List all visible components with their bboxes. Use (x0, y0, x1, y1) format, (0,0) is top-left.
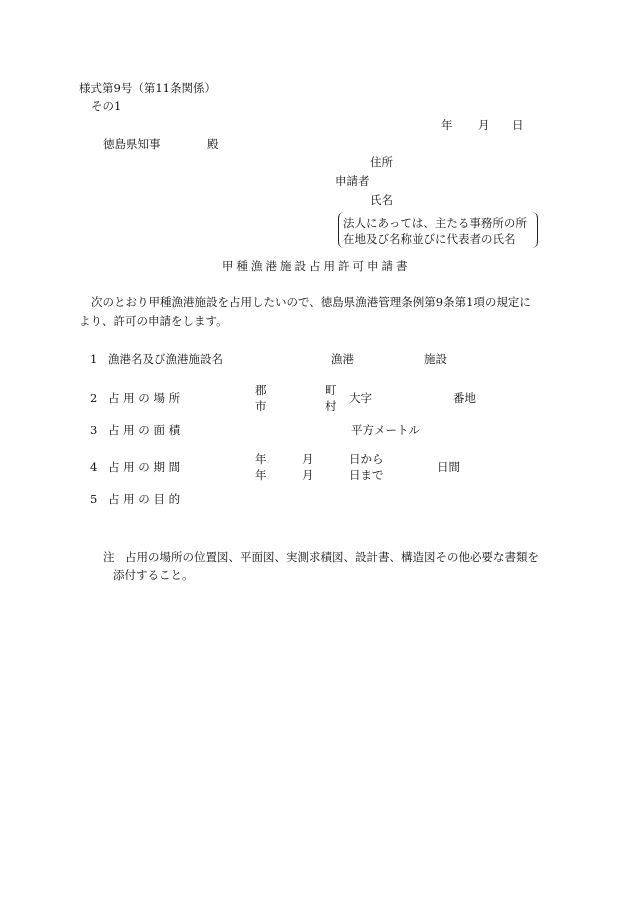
date-year: 年 (441, 118, 453, 132)
item4-from: 日から (349, 452, 384, 466)
item5-number: 5 (90, 492, 98, 506)
document-title: 甲種漁港施設占用許可申請書 (222, 259, 411, 273)
item4-year2: 年 (255, 468, 267, 482)
applicant-label: 申請者 (335, 174, 370, 188)
item4-year1: 年 (255, 452, 267, 466)
corporate-note-line1: 法人にあっては、主たる事務所の所 (343, 216, 527, 230)
item1-facility: 施設 (424, 352, 447, 366)
item2-number: 2 (90, 391, 98, 405)
item2-machi: 町 (325, 383, 337, 397)
body-line2: より、許可の申請をします。 (79, 314, 228, 328)
item2-label: 占 用 の 場 所 (108, 391, 181, 405)
item4-to: 日まで (349, 468, 384, 482)
item1-port: 漁港 (331, 352, 354, 366)
item5-label: 占 用 の 目 的 (108, 492, 181, 506)
item4-month2: 月 (302, 468, 314, 482)
item4-month1: 月 (302, 452, 314, 466)
item3-number: 3 (90, 423, 98, 437)
date-month: 月 (478, 118, 490, 132)
item1-number: 1 (90, 352, 98, 366)
item3-unit: 平方メートル (351, 423, 420, 437)
item2-gun: 郡 (255, 383, 267, 397)
item2-oaza: 大字 (349, 391, 372, 405)
applicant-name-label: 氏名 (370, 193, 393, 207)
item4-days: 日間 (437, 460, 460, 474)
corporate-note-line2: 在地及び名称並びに代表者の氏名 (343, 232, 516, 246)
item2-mura: 村 (325, 399, 337, 413)
body-line1: 次のとおり甲種漁港施設を占用したいので、徳島県漁港管理条例第9条第1項の規定に (91, 295, 531, 309)
applicant-address-label: 住所 (370, 155, 393, 169)
date-day: 日 (512, 118, 524, 132)
item3-label: 占 用 の 面 積 (108, 423, 181, 437)
item4-label: 占 用 の 期 間 (108, 460, 181, 474)
item2-banchi: 番地 (453, 391, 476, 405)
addressee-name: 徳島県知事 (103, 137, 161, 151)
form-sub-number: その1 (91, 99, 122, 113)
form-number: 様式第9号（第11条関係） (79, 81, 216, 95)
item1-label: 漁港名及び漁港施設名 (108, 352, 223, 366)
item4-number: 4 (90, 460, 98, 474)
addressee-honorific: 殿 (207, 137, 219, 151)
note-mark: 注 (103, 550, 115, 564)
item2-shi: 市 (255, 399, 267, 413)
note-line1: 占用の場所の位置図、平面図、実測求積図、設計書、構造図その他必要な書類を (125, 550, 539, 564)
note-line2: 添付すること。 (113, 568, 194, 582)
